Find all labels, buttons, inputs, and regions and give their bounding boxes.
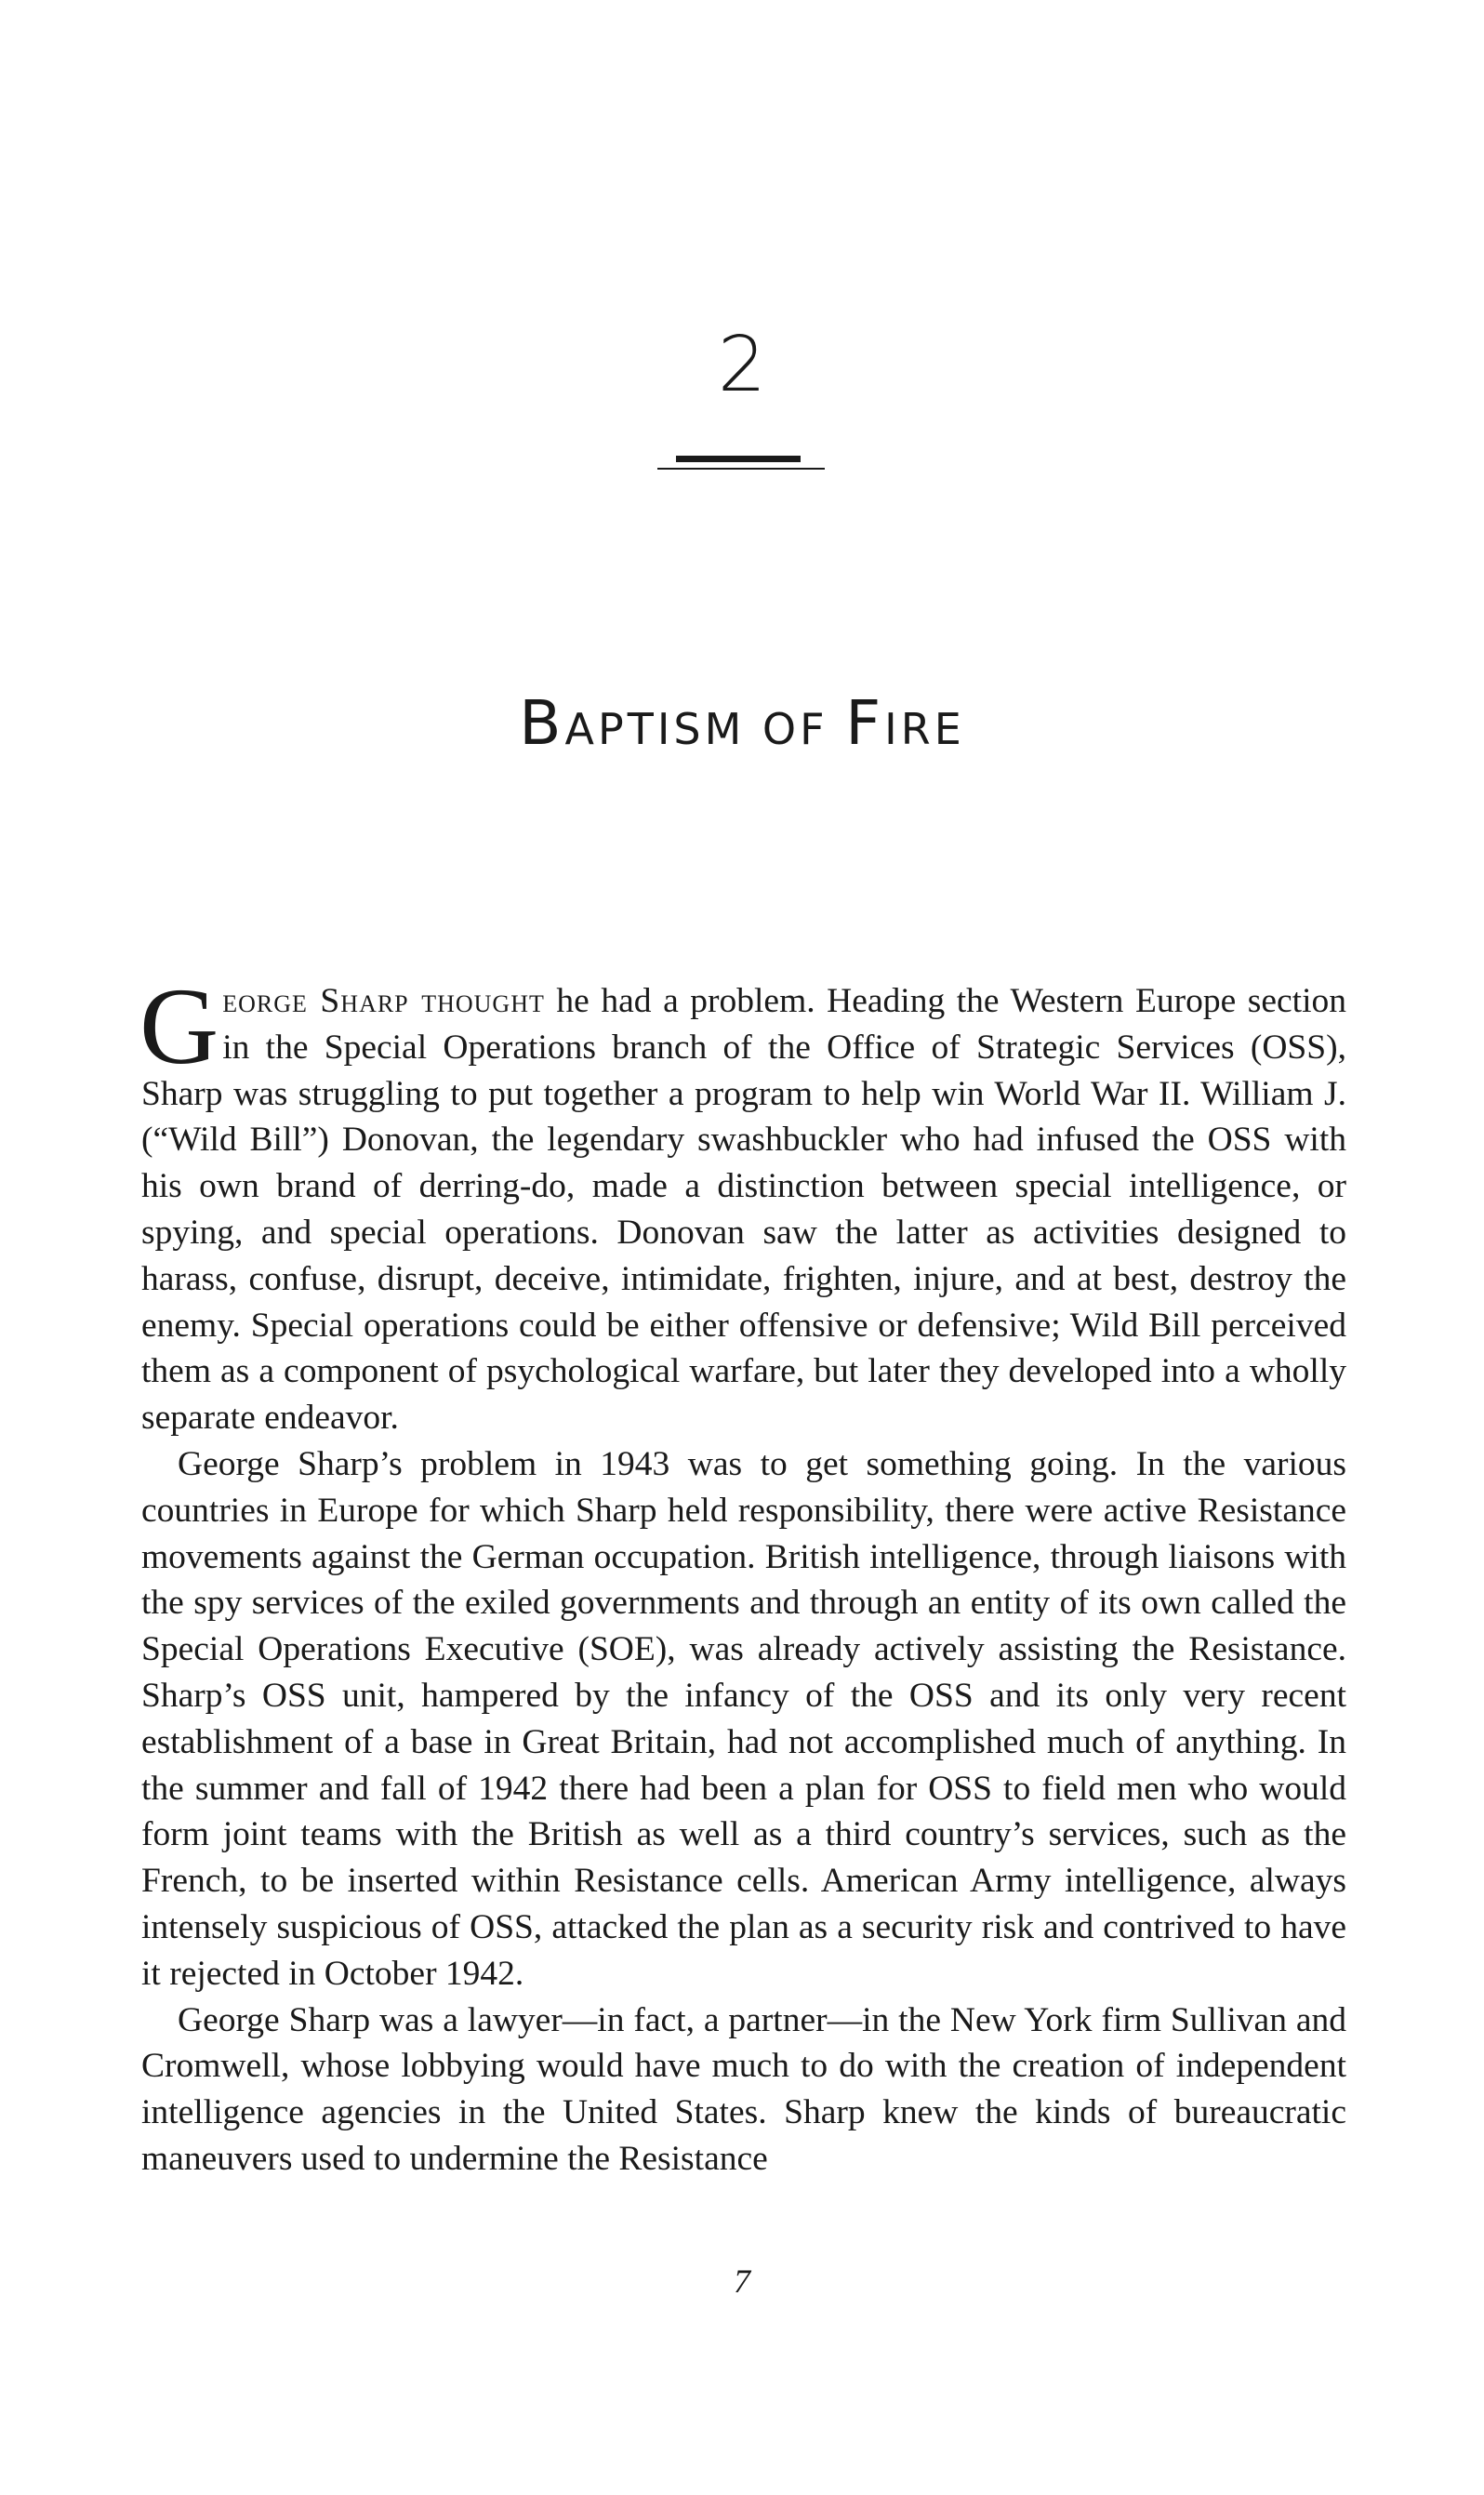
chapter-number: 2 xyxy=(717,321,767,409)
drop-cap: G xyxy=(139,965,219,1087)
title-cap-b: B xyxy=(519,687,565,759)
paragraph-1 xyxy=(139,965,1347,1441)
chapter-rule-thick xyxy=(676,456,801,462)
paragraph-3: George Sharp was a lawyer—in fact, a partner—in the New York firm Sullivan and Cromwell, whose lobbying would have much to do with the creation of independent intelligence agencies in the United States. Sharp knew the kinds of bureaucratic maneuvers used to undermine the Resistance xyxy=(141,2000,1346,2178)
chapter-rule-thin xyxy=(657,468,825,470)
opening-smallcaps: eorge Sharp thought xyxy=(222,982,545,1020)
title-word-of: OF xyxy=(745,704,846,754)
title-word-aptism: APTISM xyxy=(564,704,746,754)
chapter-title xyxy=(0,687,1484,759)
title-cap-f: F xyxy=(845,687,885,759)
title-word-ire: IRE xyxy=(884,704,965,754)
page-number: 7 xyxy=(734,2263,750,2300)
paragraph-2: George Sharp’s problem in 1943 was to get something going. In the various countries in Europe for which Sharp held responsibility, there were active Resistance movements against the German occupation. British intelligence, through liaisons with the spy services of the exiled governments and through an entity of its own called the Special Operations Executive (SOE), was already actively assisting the Resistance. Sharp’s OSS unit, hampered by the infancy of the OSS and its only very recent establishment of a base in Great Britain, had not accomplished much of anything. In the summer and fall of 1942 there had been a plan for OSS to field men who would form joint teams with the British as well as a third country’s services, such as the French, to be inserted within Resistance cells. American Army intelligence, always intensely suspicious of OSS, attacked the plan as a security risk and contrived to have it rejected in October 1942. xyxy=(141,1444,1346,1993)
paragraph-1-text: he had a problem. Heading the Western Europe section in the Special Operations branch of the Office of Strategic Services (OSS), Sharp was struggling to put together a program to help win World War II. William J. (“Wild Bill”) Donovan, the legendary swashbuckler who had infused the OSS with his own brand of derring-do, made a distinction between special intelligence, or spying, and special operations. Donovan saw the latter as activities designed to harass, confuse, disrupt, deceive, intimidate, frighten, injure, and at best, destroy the enemy. Special operations could be either offensive or defensive; Wild Bill perceived them as a component of psychological warfare, but later they developed into a wholly separate endeavor. xyxy=(141,982,1347,1438)
body-text xyxy=(139,965,1347,2183)
